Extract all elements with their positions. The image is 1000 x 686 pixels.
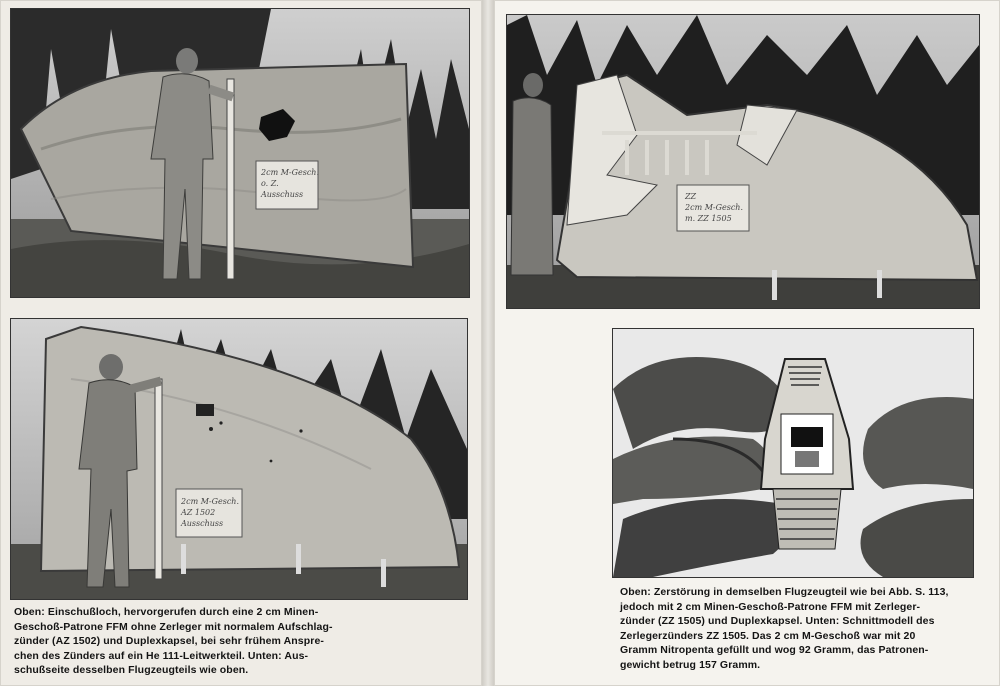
photo-label-line: m. ZZ 1505: [685, 214, 732, 223]
photo-label-line: Ausschuss: [181, 519, 224, 528]
book-gutter: [482, 0, 494, 686]
photo-entry-hole: [10, 8, 470, 298]
caption-right: Oben: Zerstörung in demselben Flugzeugteil wie bei Abb. S. 113, jedoch mit 2 cm Minen-Geschoß-Patrone FFM mit Zerleger- zünder (ZZ 1505) und Duplexkapsel. Unten: Schnittmodell des Zerlegerzünders ZZ 1505. Das 2 cm M-Geschoß war mit 20 Gramm Nitropenta gefüllt und wog 92 Gramm, das Patronen- gewicht betrug 157 Gramm.: [620, 586, 949, 671]
right-page: [494, 0, 1000, 686]
photo-destroyed-fin: [506, 14, 980, 309]
caption-left: Oben: Einschußloch, hervorgerufen durch eine 2 cm Minen- Geschoß-Patrone FFM ohne Zerleger mit normalem Aufschlag- zünder (AZ 1502) und Duplexkapsel, bei sehr frühem Anspre- chen des Zünders auf ein He 111-Leitwerkteil. Unten: Aus- schußseite desselben Flugzeugteils wie oben.: [14, 606, 333, 677]
photo-label-line: AZ 1502: [181, 508, 216, 517]
left-page: [0, 0, 482, 686]
photo-label-line: o. Z.: [261, 179, 279, 188]
photo-label-line: 2cm M-Gesch.: [261, 168, 319, 177]
photo-label-line: 2cm M-Gesch.: [181, 497, 239, 506]
photo-label-line: Ausschuss: [261, 190, 304, 199]
photo-label-line: 2cm M-Gesch.: [685, 203, 743, 212]
photo-fuze-cutaway: [612, 328, 974, 578]
photo-exit-side: [10, 318, 468, 600]
photo-label-line: ZZ: [685, 192, 697, 201]
